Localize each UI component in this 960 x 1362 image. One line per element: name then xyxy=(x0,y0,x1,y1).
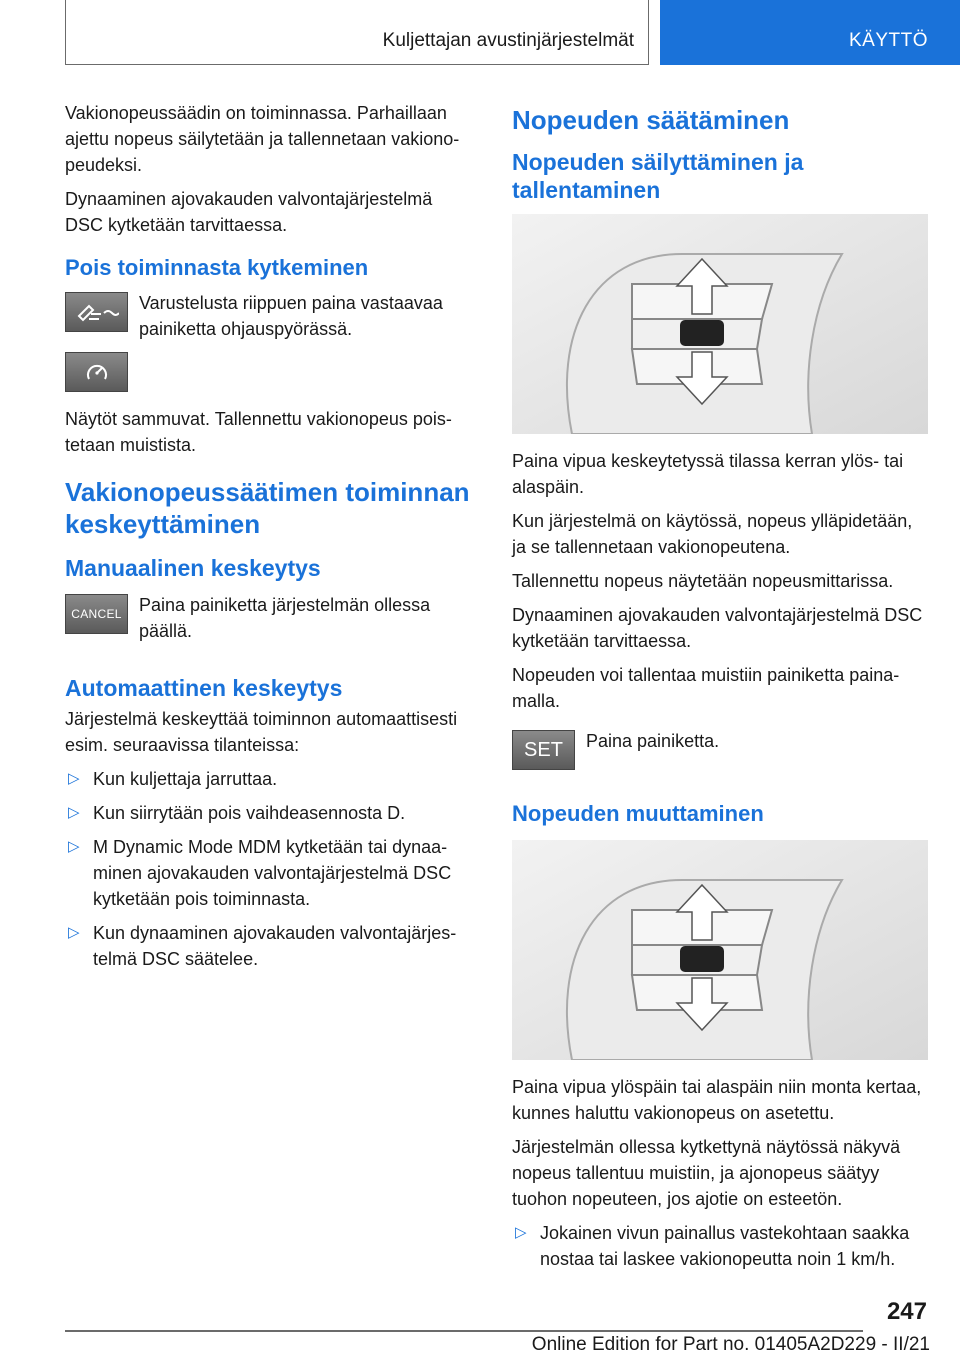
auto-interrupt-text: Järjestelmä keskeyttää toiminnon automaattisesti esim. seuraavissa tilanteissa: xyxy=(65,709,458,755)
keep-paragraph-4: Dynaaminen ajovakauden valvontajärjestelmä DSC kytketään tarvittaessa. xyxy=(512,605,923,651)
heading-auto-interrupt: Automaattinen keskeytys xyxy=(65,675,343,701)
header-chapter-label: KÄYTTÖ xyxy=(848,30,928,51)
intro-paragraph-1: Vakionopeussäädin on toiminnassa. Parhaillaan ajettu nopeus säilytetään ja tallennetaan vakionopeudeksi. xyxy=(65,103,460,175)
auto-interrupt-list xyxy=(65,766,475,972)
switch-off-text: Varustelusta riippuen paina vastaavaa painiketta ohjauspyörässä. xyxy=(139,293,443,339)
heading-interrupt: Vakionopeussäätimen toiminnan keskeyttäminen xyxy=(65,477,470,539)
speed-limiter-button-icon xyxy=(65,352,128,392)
switch-off-result: Näytöt sammuvat. Tallennettu vakionopeus poistetaan muistista. xyxy=(65,409,452,455)
keep-paragraph-5: Nopeuden voi tallentaa muistiin painiketta painamalla. xyxy=(512,665,900,711)
manual-interrupt-row xyxy=(65,592,475,644)
list-item: ▷ Jokainen vivun painallus vastekohtaan saakka nostaa tai laskee vakionopeutta noin 1 km/h. xyxy=(512,1220,928,1272)
right-column xyxy=(512,100,928,1280)
cancel-button-icon: CANCEL xyxy=(65,594,128,634)
steering-wheel-controls-image-1 xyxy=(512,214,928,434)
heading-speed-change: Nopeuden muuttaminen xyxy=(512,801,764,826)
set-button-text: Paina painiketta. xyxy=(586,731,720,751)
manual-interrupt-text: Paina painiketta järjestelmän ollessa päällä. xyxy=(139,595,431,641)
heading-switch-off: Pois toiminnasta kytkeminen xyxy=(65,255,369,280)
page-number: 247 xyxy=(886,1298,927,1325)
list-item: ▷ Kun siirrytään pois vaihdeasennosta D. xyxy=(65,800,475,826)
header-section-title: Kuljettajan avustinjärjestelmät xyxy=(382,30,634,51)
triangle-bullet-icon: ▷ xyxy=(68,924,80,941)
change-paragraph-1: Paina vipua ylöspäin tai alaspäin niin monta kertaa, kunnes haluttu vakionopeus on asetettu. xyxy=(512,1077,922,1123)
steering-wheel-controls-image-2 xyxy=(512,840,928,1060)
change-paragraph-2: Järjestelmän ollessa kytkettynä näytössä näkyvä nopeus tallentuu muistiin, ja ajonopeus säätyy tuohon nopeuteen, jos ajotie on esteetön. xyxy=(512,1137,901,1209)
triangle-bullet-icon: ▷ xyxy=(68,804,80,821)
switch-off-row-2 xyxy=(65,350,475,392)
heading-speed-adjust: Nopeuden säätäminen xyxy=(512,105,790,135)
triangle-bullet-icon: ▷ xyxy=(515,1224,527,1241)
intro-paragraph-2: Dynaaminen ajovakauden valvontajärjestelmä DSC kytketään tarvittaessa. xyxy=(65,189,433,235)
header-chapter-tab[interactable] xyxy=(660,0,960,65)
keep-paragraph-1: Paina vipua keskeytetyssä tilassa kerran ylös- tai alaspäin. xyxy=(512,451,904,497)
header-section-box xyxy=(65,0,649,65)
footer-edition: Online Edition for Part no. 01405A2D229 - II/21 xyxy=(531,1334,930,1355)
heading-keep-store: Nopeuden säilyttäminen ja tallentaminen xyxy=(512,149,804,203)
set-button-row xyxy=(512,728,928,770)
list-item: ▷ M Dynamic Mode MDM kytketään tai dynaaminen ajovakauden valvontajärjestelmä DSC kytketään pois toiminnasta. xyxy=(65,834,475,912)
triangle-bullet-icon: ▷ xyxy=(68,838,80,855)
left-column xyxy=(65,100,475,980)
cruise-control-button-icon xyxy=(65,292,128,332)
footer-divider xyxy=(65,1330,863,1332)
heading-manual-interrupt: Manuaalinen keskeytys xyxy=(65,555,321,581)
triangle-bullet-icon: ▷ xyxy=(68,770,80,787)
list-item: ▷ Kun kuljettaja jarruttaa. xyxy=(65,766,475,792)
switch-off-row xyxy=(65,290,475,342)
change-list xyxy=(512,1220,928,1272)
list-item: ▷ Kun dynaaminen ajovakauden valvontajärjestelmä DSC säätelee. xyxy=(65,920,475,972)
keep-paragraph-2: Kun järjestelmä on käytössä, nopeus ylläpidetään, ja se tallennetaan vakionopeutena. xyxy=(512,511,913,557)
keep-paragraph-3: Tallennettu nopeus näytetään nopeusmittarissa. xyxy=(512,571,894,591)
set-button-icon: SET xyxy=(512,730,575,770)
